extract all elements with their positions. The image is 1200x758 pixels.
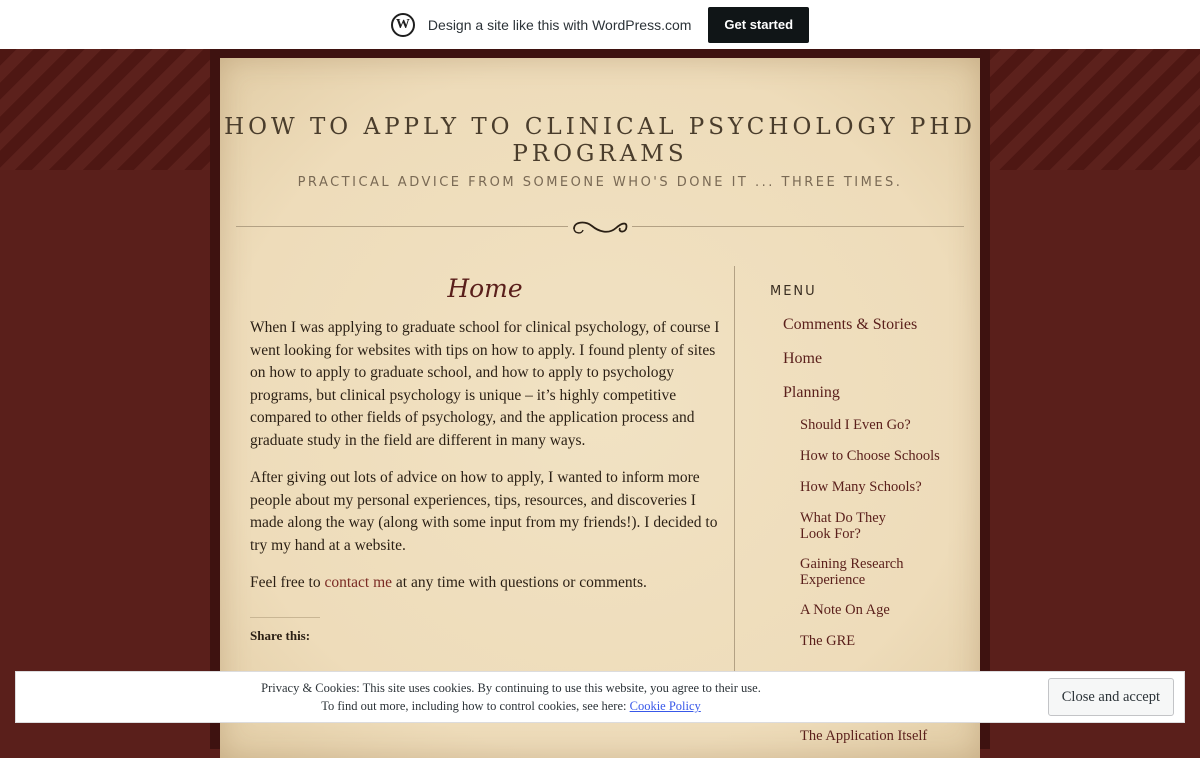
menu-item-home[interactable]: Home [783,350,823,367]
menu-item-planning[interactable]: Planning [783,384,840,401]
wordpress-logo-icon[interactable]: W [391,13,415,37]
cookie-text [16,679,1006,715]
close-and-accept-button[interactable]: Close and accept [1048,678,1174,716]
menu-subitem-what-they-look-for[interactable]: What Do They Look For? [800,510,886,542]
cookie-banner [15,671,1185,723]
menu-subitem-should-i-go[interactable]: Should I Even Go? [800,417,911,433]
wordpress-banner [0,0,1200,49]
menu-subitem-how-many-schools[interactable]: How Many Schools? [800,479,922,495]
column-divider [734,266,735,686]
menu-subitem-research-experience[interactable]: Gaining Research Experience [800,556,904,588]
intro-paragraph: When I was applying to graduate school for clinical psychology, of course I went looking for websites with tips on how to apply. I found plenty of sites on how to apply to graduate school, and how to apply to psychology programs, but clinical psychology is unique – it’s highly competitive compared to other fields of psychology, and the application process and graduate study in the field are different in many ways. [250,319,720,449]
main-content [250,274,720,644]
cookie-line-1: Privacy & Cookies: This site uses cookies. By continuing to use this website, you agree to their use. [261,681,761,695]
menu-subitem-note-on-age[interactable]: A Note On Age [800,602,890,618]
flourish-ornament-icon [568,215,632,239]
contact-paragraph: Feel free to contact me at any time with questions or comments. [250,574,647,591]
banner-text[interactable]: Design a site like this with WordPress.com [427,16,692,33]
contact-me-link[interactable]: contact me [324,574,393,591]
menu-subitem-gre[interactable]: The GRE [800,633,856,649]
site-tagline: PRACTICAL ADVICE FROM SOMEONE WHO'S DONE IT ... THREE TIMES. [297,175,903,190]
share-divider [250,617,320,618]
page-title: Home [447,274,523,303]
menu-subitem-choose-schools[interactable]: How to Choose Schools [800,448,940,464]
cookie-policy-link[interactable]: Cookie Policy [629,699,701,713]
get-started-button[interactable]: Get started [708,7,809,43]
menu-title: MENU [770,284,817,299]
share-label: Share this: [250,627,311,643]
site-title[interactable]: HOW TO APPLY TO CLINICAL PSYCHOLOGY PHD PROGRAMS [224,114,976,167]
cookie-line-2: To find out more, including how to control cookies, see here: Cookie Policy [321,699,701,713]
page-paper [220,58,980,758]
menu-subitem-application-itself[interactable]: The Application Itself [800,728,928,744]
menu-item-comments-stories[interactable]: Comments & Stories [783,316,918,333]
second-paragraph: After giving out lots of advice on how to apply, I wanted to inform more people about my personal experiences, tips, resources, and discoveries I made along the way (along with some input from my friends!). I decided to try my hand at a website. [250,469,718,554]
